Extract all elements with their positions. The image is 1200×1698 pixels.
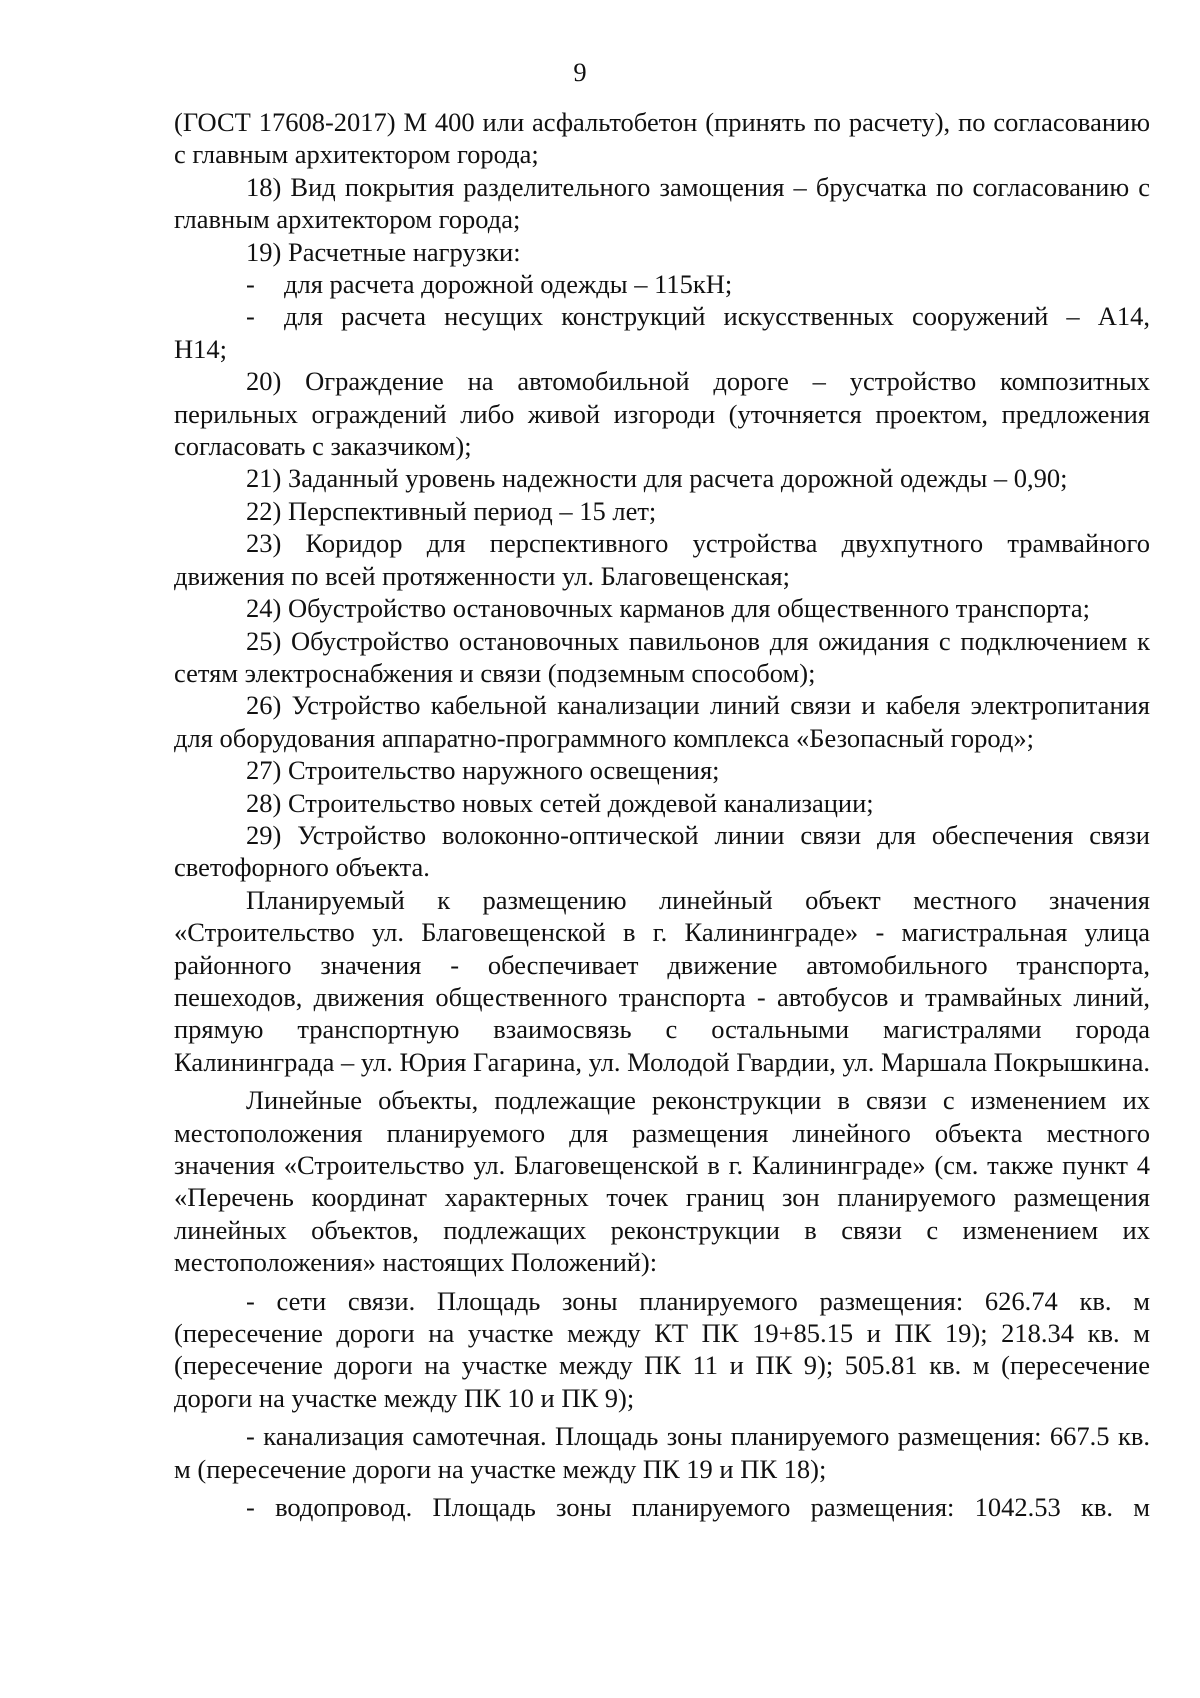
document-body [174, 106, 1150, 1523]
list-item-23: 23) Коридор для перспективного устройства двухпутного трамвайного движения по всей протяженности ул. Благовещенская; [174, 528, 1150, 591]
list-item-28: 28) Строительство новых сетей дождевой канализации; [246, 787, 874, 818]
list-item-25: 25) Обустройство остановочных павильонов для ожидания с подключением к сетям электроснабжения и связи (подземным способом); [174, 625, 1150, 688]
paragraph-reconstruction-objects: Линейные объекты, подлежащие реконструкции в связи с изменением их местоположения планируемого для размещения линейного объекта местного значения «Строительство ул. Благовещенской в г. Калининграде» (см. также пункт 4 «Перечень координат характерных точек границ зон планируемого размещения линейных объектов, подлежащих реконструкции в связи с изменением их местоположения» настоящих Положений): [174, 1085, 1150, 1278]
paragraph-planned-object: Планируемый к размещению линейный объект местного значения «Строительство ул. Благовещенской в г. Калининграде» - магистральная улица районного значения - обеспечивает движение автомобильного транспорта, пешеходов, движения общественного транспорта - автобусов и трамвайных линий, прямую транспортную взаимосвязь с остальными магистралями города Калининграда – ул. Юрия Гагарина, ул. Молодой Гвардии, ул. Маршала Покрышкина. [174, 884, 1150, 1077]
paragraph-gravity-sewer: - канализация самотечная. Площадь зоны планируемого размещения: 667.5 кв. м (пересечение дороги на участке между ПК 19 и ПК 18); [174, 1421, 1150, 1484]
list-item-29: 29) Устройство волоконно-оптической линии связи для обеспечения связи светофорного объекта. [174, 819, 1150, 883]
sub-item-structures: - для расчета несущих конструкций искусственных сооружений – А14, [246, 301, 1150, 332]
list-item-21: 21) Заданный уровень надежности для расчета дорожной одежды – 0,90; [246, 463, 1068, 494]
list-item-20: 20) Ограждение на автомобильной дороге – устройство композитных перильных ограждений либо живой изгороди (уточняется проектом, предложения согласовать с заказчиком); [174, 366, 1150, 462]
list-item-27: 27) Строительство наружного освещения; [246, 755, 720, 786]
sub-item-road-pavement: - для расчета дорожной одежды – 115кН; [246, 269, 733, 300]
paragraph-gost-continuation: (ГОСТ 17608-2017) М 400 или асфальтобетон (принять по расчету), по согласованию с главным архитектором города; [174, 107, 1150, 170]
paragraph-water-supply: - водопровод. Площадь зоны планируемого размещения: 1042.53 кв. м [246, 1492, 1150, 1523]
list-item-22: 22) Перспективный период – 15 лет; [246, 495, 657, 526]
list-item-19: 19) Расчетные нагрузки: [246, 236, 521, 267]
list-item-18: 18) Вид покрытия разделительного замощения – брусчатка по согласованию с главным архитектором города; [174, 171, 1150, 235]
list-item-24: 24) Обустройство остановочных карманов для общественного транспорта; [246, 593, 1091, 624]
paragraph-communication-networks: - сети связи. Площадь зоны планируемого размещения: 626.74 кв. м (пересечение дороги на участке между КТ ПК 19+85.15 и ПК 19); 218.34 кв. м (пересечение дороги на участке между ПК 11 и ПК 9); 505.81 кв. м (пересечение дороги на участке между ПК 10 и ПК 9); [174, 1285, 1150, 1413]
sub-item-structures-continuation: Н14; [174, 333, 227, 364]
list-item-26: 26) Устройство кабельной канализации линий связи и кабеля электропитания для оборудования аппаратно-программного комплекса «Безопасный город»; [174, 690, 1150, 753]
page-number: 9 [573, 57, 587, 87]
